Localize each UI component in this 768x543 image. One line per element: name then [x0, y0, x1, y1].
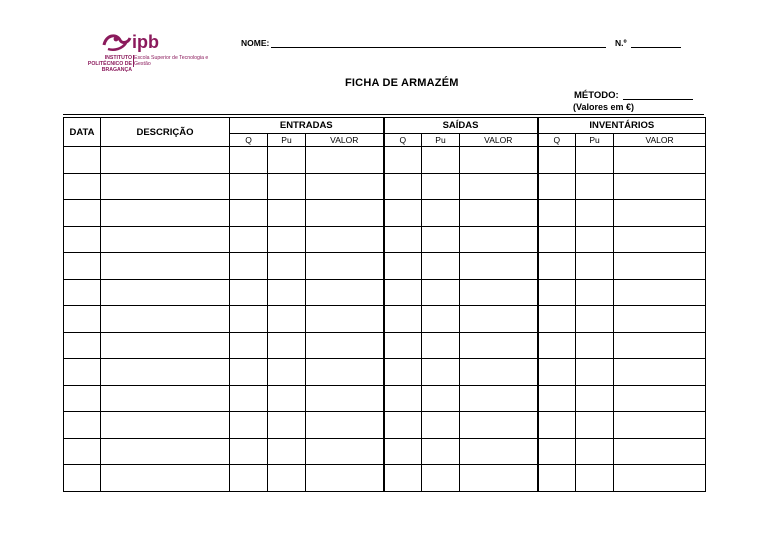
table-cell[interactable] — [576, 226, 614, 253]
subcol-q: Q — [230, 134, 268, 147]
table-cell[interactable] — [576, 465, 614, 492]
table-cell[interactable] — [538, 147, 576, 174]
table-cell[interactable] — [460, 226, 538, 253]
table-cell[interactable] — [64, 200, 101, 227]
table-row — [64, 253, 706, 280]
table-cell[interactable] — [306, 253, 384, 280]
table-cell[interactable] — [268, 253, 306, 280]
table-cell[interactable] — [384, 173, 422, 200]
table-cell[interactable] — [230, 332, 268, 359]
table-cell[interactable] — [614, 465, 706, 492]
table-cell[interactable] — [460, 279, 538, 306]
table-cell[interactable] — [230, 200, 268, 227]
logo-school-name: Escola Superior de Tecnologia e Gestão — [134, 55, 209, 67]
table-cell[interactable] — [460, 332, 538, 359]
table-cell[interactable] — [64, 412, 101, 439]
table-cell[interactable] — [422, 279, 460, 306]
table-cell[interactable] — [268, 226, 306, 253]
table-row — [64, 279, 706, 306]
table-cell[interactable] — [268, 332, 306, 359]
table-cell[interactable] — [460, 412, 538, 439]
table-cell[interactable] — [306, 412, 384, 439]
table-row — [64, 412, 706, 439]
table-cell[interactable] — [101, 332, 230, 359]
table-row — [64, 438, 706, 465]
subcol-pu: Pu — [576, 134, 614, 147]
table-cell[interactable] — [101, 200, 230, 227]
table-row — [64, 200, 706, 227]
table-cell[interactable] — [614, 226, 706, 253]
ipb-logo-mark-icon — [102, 31, 174, 55]
table-cell[interactable] — [384, 147, 422, 174]
stock-card-table — [63, 117, 706, 492]
table-cell[interactable] — [306, 147, 384, 174]
table-cell[interactable] — [101, 147, 230, 174]
table-cell[interactable] — [576, 200, 614, 227]
table-cell[interactable] — [306, 359, 384, 386]
page-title: FICHA DE ARMAZÉM — [345, 77, 459, 89]
table-cell[interactable] — [64, 147, 101, 174]
table-cell[interactable] — [101, 226, 230, 253]
nome-label: NOME: — [241, 38, 270, 48]
table-row — [64, 173, 706, 200]
table-cell[interactable] — [384, 253, 422, 280]
table-cell[interactable] — [268, 306, 306, 333]
table-cell[interactable] — [101, 173, 230, 200]
valores-label: (Valores em €) — [573, 102, 635, 112]
table-cell[interactable] — [538, 412, 576, 439]
table-cell[interactable] — [614, 412, 706, 439]
table-cell[interactable] — [101, 359, 230, 386]
table-cell[interactable] — [306, 279, 384, 306]
table-cell[interactable] — [422, 253, 460, 280]
table-cell[interactable] — [230, 359, 268, 386]
table-cell[interactable] — [306, 385, 384, 412]
table-cell[interactable] — [101, 279, 230, 306]
col-header-descricao: DESCRIÇÃO — [101, 118, 230, 147]
subcol-valor: VALOR — [460, 134, 538, 147]
table-cell[interactable] — [230, 226, 268, 253]
table-cell[interactable] — [576, 279, 614, 306]
table-cell[interactable] — [460, 147, 538, 174]
table-cell[interactable] — [268, 412, 306, 439]
table-cell[interactable] — [64, 359, 101, 386]
table-cell[interactable] — [64, 465, 101, 492]
table-cell[interactable] — [101, 465, 230, 492]
metodo-field[interactable] — [623, 99, 693, 100]
table-row — [64, 226, 706, 253]
table-cell[interactable] — [538, 438, 576, 465]
table-cell[interactable] — [306, 200, 384, 227]
header-rule — [63, 114, 704, 115]
table-cell[interactable] — [306, 438, 384, 465]
table-cell[interactable] — [230, 385, 268, 412]
table-cell[interactable] — [64, 173, 101, 200]
table-cell[interactable] — [422, 147, 460, 174]
table-cell[interactable] — [538, 279, 576, 306]
table-cell[interactable] — [101, 253, 230, 280]
table-cell[interactable] — [460, 253, 538, 280]
table-row — [64, 385, 706, 412]
col-header-data: DATA — [64, 118, 101, 147]
table-cell[interactable] — [64, 253, 101, 280]
table-cell[interactable] — [576, 173, 614, 200]
table-cell[interactable] — [306, 306, 384, 333]
table-cell[interactable] — [614, 332, 706, 359]
logo-mark-text: ipb — [132, 32, 159, 52]
table-cell[interactable] — [64, 438, 101, 465]
table-cell[interactable] — [64, 226, 101, 253]
table-cell[interactable] — [614, 200, 706, 227]
table-cell[interactable] — [538, 306, 576, 333]
table-cell[interactable] — [614, 173, 706, 200]
subcol-q: Q — [384, 134, 422, 147]
table-cell[interactable] — [384, 438, 422, 465]
table-row — [64, 147, 706, 174]
ipb-logo — [70, 31, 210, 71]
table-cell[interactable] — [538, 173, 576, 200]
table-cell[interactable] — [230, 279, 268, 306]
table-cell[interactable] — [422, 173, 460, 200]
table-cell[interactable] — [422, 200, 460, 227]
table-cell[interactable] — [230, 147, 268, 174]
nome-field[interactable] — [271, 47, 606, 48]
table-cell[interactable] — [422, 465, 460, 492]
table-cell[interactable] — [538, 332, 576, 359]
table-cell[interactable] — [614, 359, 706, 386]
table-cell[interactable] — [422, 306, 460, 333]
table-cell[interactable] — [576, 306, 614, 333]
table-cell[interactable] — [268, 438, 306, 465]
table-cell[interactable] — [614, 385, 706, 412]
table-cell[interactable] — [538, 359, 576, 386]
subcol-valor: VALOR — [614, 134, 706, 147]
subcol-pu: Pu — [422, 134, 460, 147]
table-cell[interactable] — [101, 306, 230, 333]
table-cell[interactable] — [230, 412, 268, 439]
table-cell[interactable] — [576, 253, 614, 280]
table-cell[interactable] — [460, 359, 538, 386]
table-cell[interactable] — [384, 412, 422, 439]
table-cell[interactable] — [460, 465, 538, 492]
table-row — [64, 359, 706, 386]
table-cell[interactable] — [384, 465, 422, 492]
table-cell[interactable] — [576, 412, 614, 439]
table-cell[interactable] — [422, 412, 460, 439]
table-cell[interactable] — [460, 173, 538, 200]
table-cell[interactable] — [422, 385, 460, 412]
subcol-q: Q — [538, 134, 576, 147]
table-cell[interactable] — [306, 332, 384, 359]
table-cell[interactable] — [230, 253, 268, 280]
table-cell[interactable] — [614, 438, 706, 465]
table-cell[interactable] — [230, 173, 268, 200]
table-cell[interactable] — [614, 253, 706, 280]
table-cell[interactable] — [460, 438, 538, 465]
table-cell[interactable] — [460, 306, 538, 333]
table-cell[interactable] — [101, 438, 230, 465]
table-cell[interactable] — [422, 226, 460, 253]
table-cell[interactable] — [230, 438, 268, 465]
table-cell[interactable] — [306, 173, 384, 200]
group-header-saidas: SAÍDAS — [384, 118, 538, 134]
table-row — [64, 465, 706, 492]
table-cell[interactable] — [268, 385, 306, 412]
subcol-valor: VALOR — [306, 134, 384, 147]
table-cell[interactable] — [384, 226, 422, 253]
table-cell[interactable] — [538, 385, 576, 412]
table-cell[interactable] — [460, 385, 538, 412]
table-cell[interactable] — [230, 306, 268, 333]
table-cell[interactable] — [384, 200, 422, 227]
table-cell[interactable] — [422, 332, 460, 359]
table-cell[interactable] — [384, 385, 422, 412]
table-cell[interactable] — [538, 253, 576, 280]
table-cell[interactable] — [384, 332, 422, 359]
table-cell[interactable] — [576, 438, 614, 465]
table-cell[interactable] — [268, 279, 306, 306]
table-cell[interactable] — [538, 226, 576, 253]
table-cell[interactable] — [101, 412, 230, 439]
group-header-entradas: ENTRADAS — [230, 118, 384, 134]
table-cell[interactable] — [422, 359, 460, 386]
numero-label: N.º — [615, 38, 627, 48]
table-cell[interactable] — [268, 173, 306, 200]
metodo-label: MÉTODO: — [574, 90, 619, 101]
subcol-pu: Pu — [268, 134, 306, 147]
table-cell[interactable] — [384, 359, 422, 386]
table-cell[interactable] — [460, 200, 538, 227]
numero-field[interactable] — [631, 47, 681, 48]
table-cell[interactable] — [306, 465, 384, 492]
table-cell[interactable] — [614, 279, 706, 306]
table-cell[interactable] — [268, 147, 306, 174]
table-cell[interactable] — [538, 465, 576, 492]
logo-institute-name: INSTITUTO POLITÉCNICO DE BRAGANÇA — [87, 55, 132, 73]
group-header-inventarios: INVENTÁRIOS — [538, 118, 706, 134]
table-cell[interactable] — [384, 306, 422, 333]
table-cell[interactable] — [268, 359, 306, 386]
table-cell[interactable] — [64, 332, 101, 359]
table-cell[interactable] — [268, 465, 306, 492]
table-cell[interactable] — [64, 279, 101, 306]
table-row — [64, 332, 706, 359]
table-cell[interactable] — [384, 279, 422, 306]
table-cell[interactable] — [268, 200, 306, 227]
table-cell[interactable] — [614, 147, 706, 174]
table-cell[interactable] — [306, 226, 384, 253]
table-cell[interactable] — [64, 306, 101, 333]
table-cell[interactable] — [538, 200, 576, 227]
table-cell[interactable] — [614, 306, 706, 333]
table-cell[interactable] — [422, 438, 460, 465]
table-cell[interactable] — [576, 385, 614, 412]
table-cell[interactable] — [576, 359, 614, 386]
table-cell[interactable] — [576, 332, 614, 359]
table-cell[interactable] — [576, 147, 614, 174]
table-cell[interactable] — [64, 385, 101, 412]
table-row — [64, 306, 706, 333]
table-cell[interactable] — [230, 465, 268, 492]
table-cell[interactable] — [101, 385, 230, 412]
